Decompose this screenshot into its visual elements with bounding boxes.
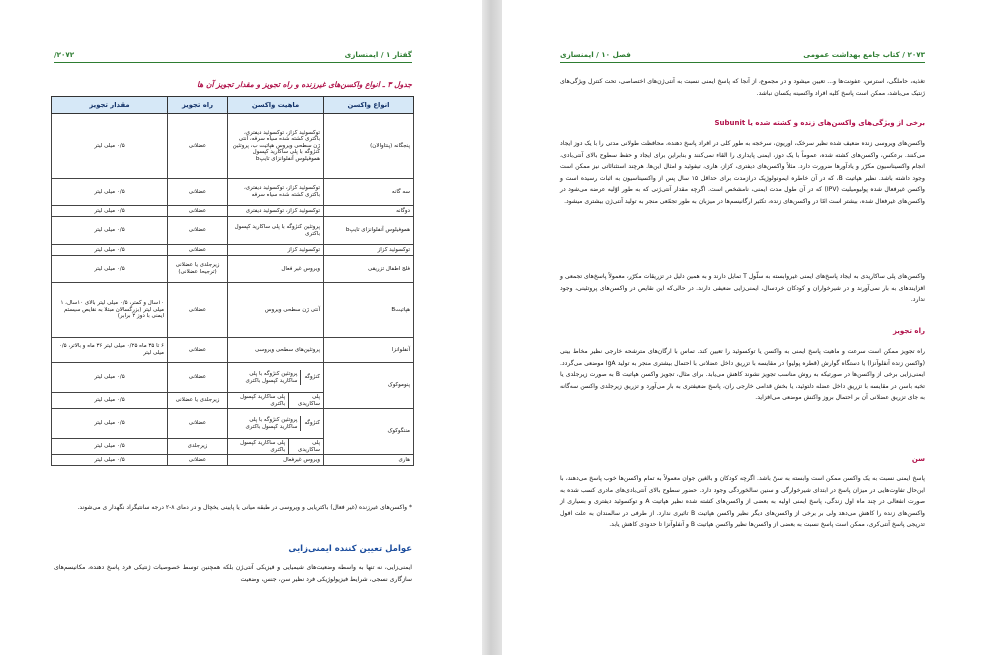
cell-dose: ۶ تا ۳۵ ماه ۰/۲۵ میلی لیتر ۳۶ ماه و بالاتر، ۰/۵ میلی لیتر: [52, 338, 168, 363]
table-row: [52, 338, 414, 363]
col-header-dose: مقدار تجویز: [52, 97, 168, 114]
vaccine-table: [51, 96, 414, 466]
cell-dose: ۰/۵ میلی لیتر: [52, 206, 168, 217]
table-row: [52, 256, 414, 283]
table-row: [52, 363, 414, 393]
cell-route: عضلانی: [168, 114, 228, 179]
heading-age: سن: [911, 455, 925, 463]
cell-type: توکسوئید کزاز: [324, 245, 414, 256]
cell-nature-text: پروتئین کنژوگه با پلی ساکارید کپسول باکتری: [245, 370, 298, 384]
cell-type-group: [324, 409, 414, 455]
left-header-page-number: ۲۰۷۲/: [54, 50, 75, 59]
cell-nature: آنتی ژن سطحی ویروس: [228, 283, 324, 338]
table-footnote: * واکسن‌های غیرزنده (غیر فعال) باکتریایی و ویروسی در طبقه میانی یا پایینی یخچال و در دمای ۸-۲ درجه سانتیگراد نگهدار ی می‌شوند.: [77, 504, 412, 511]
right-page: [502, 0, 987, 655]
cell-dose: ۱۰سال و کمتر، ۰/۵ میلی لیتر بالای ۱۰سال، ۱ میلی لیتر (بزرگسالان مبتلا به نقایص سیستم ایمنی با دوز ۲ برابر): [52, 283, 168, 338]
cell-route: عضلانی: [168, 455, 228, 466]
cell-subtype: کنژوگه: [300, 370, 323, 385]
cell-nature: [228, 409, 324, 439]
col-header-route: راه تجویز: [168, 97, 228, 114]
cell-nature: توکسوئید کزاز، توکسوئید دیفتری: [228, 206, 324, 217]
table-row: [52, 245, 414, 256]
cell-route: عضلانی: [168, 338, 228, 363]
col-header-nature: ماهیت واکسن: [228, 97, 324, 114]
paragraph-route: راه تجویز ممکن است سرعت و ماهیت پاسخ ایمنی به واکسن یا توکسوئید را تعیین کند. تماس با ارگان‌های مترشحه خارجی نظیر مخاط بینی (واکسن زنده آنفلوآنزا) یا دستگاه گوارش (قطره پولیو) در مقایسه با تزریق داخل عضلانی با احتمال بیشتری منجر به تولید IgA موضعی می‌گردد. ایمنی‌زایی برخی از واکسن‌ها در صورتیکه به روش مناسب تجویز نشوند کاهش می‌یابد. برای مثال، تجویز واکسن هپاتیت B به صورت زیرجلدی یا تخیه باسن در مقایسه با تزریق داخل عضله دلتوئید، یا بخش قدامی خارجی ران، پاسخ ضعیفتری به بار می‌آورد و تزریق زیرجلدی واکسن سه‌گانه به جای تزریق عضلانی آن بر احتمال بروز واکنش موضعی می‌افزاید.: [560, 348, 926, 402]
cell-nature: ویروس غیر فعال: [228, 256, 324, 283]
table-row: [52, 217, 414, 245]
paragraph-live-vs-killed: واکسن‌های ویروسی زنده ضعیف شده نظیر سرخک، اوریون، سرخجه به طور کلی در افراد پاسخ دهنده، محافظت طولانی مدتی را با یک دوز ایجاد می‌کنند. برعکس، واکسن‌های کشته شده، عموماً با یک دوز، ایمنی پایداری را القاء نمی‌کنند و بنابراین برای ایجاد و حفظ سطوح بالای آنتی‌بادی، انجام واکسیناسیون مکرّر و یادآورها ضرورت دارد. مثلاً واکسن‌های دیفتری، کزاز، هاری، تیفوئید و امثال این‌ها. هرچند استثنائاتی نیز ممکن است وجود داشته باشد. نظیر هپاتیت B، که در آن خاطره ایمونولوژیک درازمدت برای حداقل ۱۵ سال پس از واکسیناسیون به اثبات رسیده است و واکسن غیرفعال شده پولیومیلیت (IPV) که در آن طول مدت ایمنی، نامشخص است. اگرچه مقدار آنتی‌ژنی که به طور اوّلیه عرضه می‌شود در واکسن‌های غیرفعال شده، بیشتر است امّا در واکسن‌های زنده، تکثیر ارگانیسم‌ها در میزبان به طور تجمّعی منجر به تولید آنتی‌ژن بیشتری میشود.: [560, 140, 926, 205]
cell-nature: توکسوئید کزاز: [228, 245, 324, 256]
paragraph-polysaccharide: واکسن‌های پلی ساکاریدی به ایجاد پاسخ‌های ایمنی غیروابسته به سلّول T تمایل دارند و به همین دلیل در تزریقات مکرّر، معمولاً پاسخ‌های تجمعی و افزایندهای به بار نمی‌آورند و در شیرخواران و کودکان خردسال، ایمنی‌زایی ضعیفی دارند. در حالی‌که این نقایص در واکسن‌های پروتئینی، وجود ندارد.: [560, 273, 925, 304]
cell-dose: ۰/۵ میلی لیتر: [52, 245, 168, 256]
table-title: جدول ۳ ـ انواع واکسن‌های غیرزنده و راه تجویز و مقدار تجویز آن ها: [196, 80, 412, 89]
group-label-pneumococcal: پنوموکوک: [387, 382, 410, 389]
table-row: [52, 455, 414, 466]
cell-type: آنفلوانزا: [324, 338, 414, 363]
cell-type: هپاتیتB: [324, 283, 414, 338]
cell-nature: توکسوئید کزاز، توکسوئید دیفتری، باکتری کشته شده سیاه سرفه، آنتی ژن سطحی ویروس هپاتیت ب، پروتئین کنژوگه با پلی ساکارید کپسول هموفیلوس آنفلوانزای تایپb: [228, 114, 324, 179]
cell-nature: پروتئین کنژوگه با پلی ساکارید کپسول باکتری: [228, 217, 324, 245]
section-title-immunogenicity: عوامل تعیین کننده ایمنی‌زایی: [288, 544, 412, 554]
cell-dose: ۰/۵ میلی لیتر: [52, 409, 168, 439]
cell-nature: [228, 393, 324, 409]
cell-route: عضلانی: [168, 363, 228, 393]
cell-nature-text: پروتئین کنژوگه با پلی ساکارید کپسول باکتری: [245, 417, 298, 430]
cell-dose: ۰/۵ میلی لیتر: [52, 179, 168, 206]
group-label-meningococcal: مننگوکوک: [387, 428, 410, 435]
table-row: [52, 283, 414, 338]
cell-route: زیرجلدی: [168, 439, 228, 455]
cell-subtype: پلی ساکاریدی: [288, 393, 323, 408]
cell-type: پنجگانه (پنتاوالان): [324, 114, 414, 179]
cell-nature: [228, 439, 324, 455]
cell-nature: توکسوئید کزاز، توکسوئید دیفتری، باکتری کشته شده سیاه سرفه: [228, 179, 324, 206]
left-page: [0, 0, 482, 655]
cell-route: عضلانی: [168, 206, 228, 217]
cell-route: عضلانی: [168, 245, 228, 256]
cell-type: دوگانه: [324, 206, 414, 217]
right-header-page-number: ۲۰۷۳ /: [902, 50, 925, 59]
table-row: [52, 179, 414, 206]
cell-nature-text: پلی ساکارید کپسول باکتری: [240, 440, 286, 453]
cell-nature: ویروس غیرفعال: [228, 455, 324, 466]
cell-type: سه گانه: [324, 179, 414, 206]
table-row: [52, 409, 414, 439]
cell-dose: ۰/۵ میلی لیتر: [52, 217, 168, 245]
paragraph-age: پاسخ ایمنی نسبت به یک واکسن ممکن است وابسته به سنّ باشد. اگرچه کودکان و بالغین جوان معمولاً به تمام واکسن‌ها خوب پاسخ می‌دهند، با این‌حال تفاوت‌هایی در میزان پاسخ در ابتدای شیرخوارگی و سنین سالخوردگی وجود دارد. حضور سطوح بالای آنتی‌بادی‌های مادری کسب شده به صورت انفعالی در چند ماه اول زندگی، پاسخ ایمنی اولیه به بعضی از واکسن‌های کشته شده نظیر هپاتیت A و توکسوئید دیفتری و بسیاری از واکسن‌های زنده را کاهش می‌دهد ولی بر برخی از واکسن‌های دیگر نظیر واکسن هپاتیت B تاثیری ندارد. از طرفی در سالمندان به علت افول تدریجی پاسخ آنتی‌کری، ممکن است پاسخ نسبت به بعضی از واکسن‌ها نظیر واکسن هپاتیت B و آنفلوآنزا تا حدودی کاهش یابد.: [560, 475, 925, 529]
left-body-paragraph: ایمنی‌زایی، نه تنها به واسطه وضعیت‌های شیمیایی و فیزیکی آنتی‌ژن بلکه همچنین توسط خصوصیات ژنتیکی فرد پاسخ دهنده، مکانیسم‌های سازگاری نسجی، شرایط فیزیولوژیکی فرد نظیر سن، جنس، وضعیت: [54, 564, 412, 583]
cell-type: هاری: [324, 455, 414, 466]
table-row: [52, 206, 414, 217]
cell-route: عضلانی: [168, 179, 228, 206]
cell-nature-text: پلی ساکارید کپسول باکتری: [240, 394, 286, 407]
cell-dose: ۰/۵ میلی لیتر: [52, 455, 168, 466]
cell-route: عضلانی: [168, 283, 228, 338]
cell-route: زیرجلدی یا عضلانی (ترجیحا عضلانی): [168, 256, 228, 283]
cell-dose: ۰/۵ میلی لیتر: [52, 256, 168, 283]
right-page-header: [560, 50, 925, 63]
paragraph-intro: تغذیه، حاملگی، استرس، عفونت‌ها و... تعیین میشود و در مجموع، از آنجا که پاسخ ایمنی نسبت به آنتی‌ژن‌های اختصاصی، تحت کنترل ویژگی‌های ژنتیک می‌باشد، ممکن است پاسخ کلیه افراد واکسینه یکسان نباشد.: [560, 78, 925, 97]
cell-dose: ۰/۵ میلی لیتر: [52, 439, 168, 455]
cell-type-group: [324, 363, 414, 409]
col-header-type: انواع واکسن: [324, 97, 414, 114]
page-gutter: [482, 0, 502, 655]
cell-type: فلج اطفال تزریقی: [324, 256, 414, 283]
cell-nature: [228, 363, 324, 393]
cell-subtype: کنژوگه: [300, 416, 323, 431]
table-header-row: [52, 97, 414, 114]
cell-route: عضلانی: [168, 217, 228, 245]
cell-route: عضلانی: [168, 409, 228, 439]
cell-dose: ۰/۵ میلی لیتر: [52, 363, 168, 393]
table-row: [52, 114, 414, 179]
cell-nature: پروتئین‌های سطحی ویروسی: [228, 338, 324, 363]
cell-subtype: پلی ساکاریدی: [288, 439, 323, 454]
left-header-chapter: گفتار ۱ / ایمنسازی: [344, 50, 412, 59]
heading-route: راه تجویز: [892, 327, 925, 335]
heading-live-killed-vaccines: برخی از ویژگی‌های واکسن‌های زنده و کشته شده یا Subunit: [714, 119, 925, 127]
right-header-chapter: فصل ۱۰ / ایمنسازی: [560, 50, 631, 59]
right-header-book-title: کتاب جامع بهداشت عمومی: [803, 50, 900, 59]
cell-route: زیرجلدی یا عضلانی: [168, 393, 228, 409]
cell-dose: ۰/۵ میلی لیتر: [52, 393, 168, 409]
cell-type: هموفیلوس آنفلوانزای تایپb: [324, 217, 414, 245]
cell-dose: ۰/۵ میلی لیتر: [52, 114, 168, 179]
left-page-header: [54, 50, 412, 63]
